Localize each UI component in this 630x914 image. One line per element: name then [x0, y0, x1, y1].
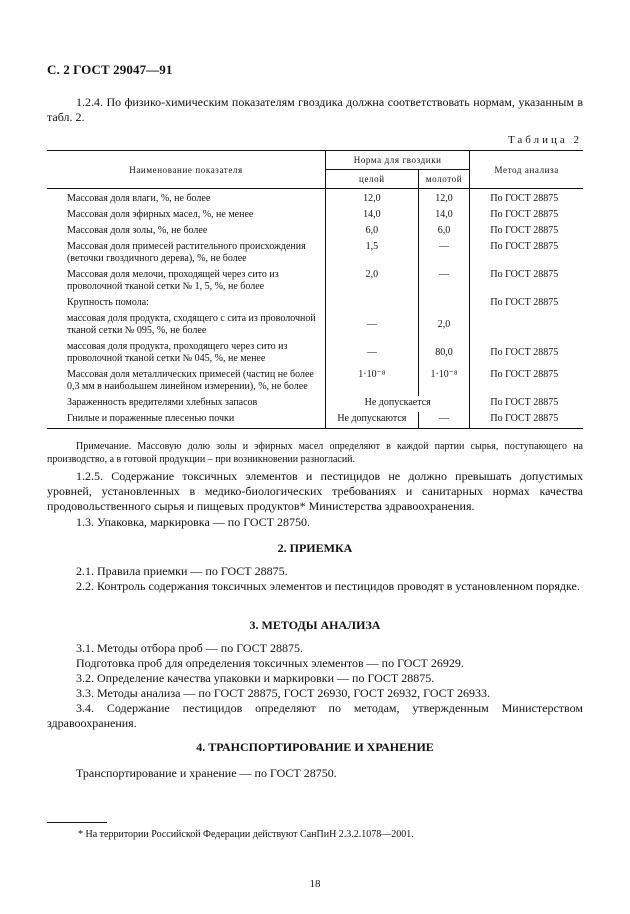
row-whole: 2,0 — [326, 268, 419, 296]
col-header-ground: молотой — [418, 170, 470, 189]
row-whole: Не допускаются — [326, 412, 419, 429]
footnote: * На территории Российской Федерации действуют СанПиН 2.3.2.1078—2001. — [78, 829, 414, 840]
row-ground: 2,0 — [418, 312, 470, 340]
table-row — [47, 208, 583, 224]
row-ground: 12,0 — [418, 189, 470, 209]
table-row — [47, 268, 583, 296]
paragraph-3-3: 3.3. Методы анализа — по ГОСТ 28875, ГОСТ 26930, ГОСТ 26932, ГОСТ 26933. — [76, 686, 490, 700]
row-name: Гнилые и пораженные плесенью почки — [47, 412, 326, 429]
paragraph-3-1b: Подготовка проб для определения токсичных элементов — по ГОСТ 26929. — [76, 656, 464, 670]
table-row — [47, 340, 583, 368]
row-whole: 1,5 — [326, 240, 419, 268]
row-name: Зараженность вредителями хлебных запасов — [47, 396, 326, 412]
row-name: Массовая доля примесей растительного происхождения (веточки гвоздичного дерева), %, не более — [47, 240, 326, 268]
paragraph-4: Транспортирование и хранение — по ГОСТ 28750. — [76, 766, 337, 780]
row-name: Крупность помола: — [47, 296, 326, 312]
footnote-divider — [47, 822, 107, 823]
section-2-title: 2. ПРИЕМКА — [277, 541, 353, 555]
row-method — [470, 312, 583, 340]
paragraph-1-2-5: 1.2.5. Содержание токсичных элементов и пестицидов не должно превышать допустимых уровней, установленных в медико-биологических требованиях и санитарных нормах качества продовольственного сырья и пищевых продуктов* Министерства здравоохранения. — [47, 469, 583, 513]
row-method: По ГОСТ 28875 — [490, 209, 559, 220]
row-ground: 14,0 — [418, 208, 470, 224]
row-ground: — — [418, 240, 470, 268]
row-value: Не допускается — [326, 396, 470, 412]
row-whole: 1·10⁻⁸ — [326, 368, 419, 396]
row-name: массовая доля продукта, сходящего с сита из проволочной тканой сетки № 095, %, не более — [47, 312, 326, 340]
page-header: С. 2 ГОСТ 29047—91 — [47, 62, 173, 77]
col-header-whole: целой — [326, 170, 419, 189]
row-whole: — — [326, 340, 419, 368]
table-note: Примечание. Массовую долю золы и эфирных масел определяют в каждой партии сырья, поступающего на производство, а в готовой продукции – при возникновении разногласий. — [47, 441, 583, 465]
row-method: По ГОСТ 28875 — [490, 241, 559, 252]
table-row — [47, 412, 583, 429]
row-ground: 6,0 — [418, 224, 470, 240]
row-method: По ГОСТ 28875 — [490, 269, 559, 280]
col-header-method: Метод анализа — [470, 151, 583, 189]
row-method: По ГОСТ 28875 — [490, 347, 559, 358]
row-whole — [326, 296, 419, 312]
row-method: По ГОСТ 28875 — [490, 369, 559, 380]
table-row — [47, 224, 583, 240]
paragraph-1-2-4: 1.2.4. По физико-химическим показателям гвоздика должна соответствовать нормам, указанным в табл. 2. — [47, 95, 583, 124]
page-number: 18 — [309, 878, 321, 890]
table-row — [47, 368, 583, 396]
paragraph-3-4: 3.4. Содержание пестицидов определяют по методам, утвержденным Министерством здравоохранения. — [47, 701, 583, 730]
table-label: Таблица 2 — [507, 134, 582, 146]
row-name: Массовая доля металлических примесей (частиц не более 0,3 мм в наибольшем линейном измерении), %, не более — [47, 368, 326, 396]
row-method: По ГОСТ 28875 — [490, 225, 559, 236]
row-whole: 14,0 — [326, 208, 419, 224]
row-method: По ГОСТ 28875 — [490, 297, 559, 308]
table-row — [47, 396, 583, 412]
row-method: По ГОСТ 28875 — [490, 413, 559, 424]
col-header-norm: Норма для гвоздики — [326, 151, 470, 170]
row-name: Массовая доля мелочи, проходящей через сито из проволочной тканой сетки № 1, 5, %, не более — [47, 268, 326, 296]
paragraph-1-3: 1.3. Упаковка, маркировка — по ГОСТ 28750. — [76, 515, 310, 529]
row-name: Массовая доля эфирных масел, %, не менее — [47, 208, 326, 224]
section-4-title: 4. ТРАНСПОРТИРОВАНИЕ И ХРАНЕНИЕ — [196, 740, 434, 754]
table-row — [47, 189, 583, 209]
paragraph-2-2: 2.2. Контроль содержания токсичных элементов и пестицидов проводят в установленном порядке. — [76, 579, 580, 593]
row-method: По ГОСТ 28875 — [490, 193, 559, 204]
row-ground: 80,0 — [418, 340, 470, 368]
paragraph-3-1: 3.1. Методы отбора проб — по ГОСТ 28875. — [76, 641, 303, 655]
row-ground: — — [418, 268, 470, 296]
col-header-name: Наименование показателя — [47, 151, 326, 189]
row-method: По ГОСТ 28875 — [490, 397, 559, 408]
row-ground: 1·10⁻⁸ — [418, 368, 470, 396]
paragraph-3-2: 3.2. Определение качества упаковки и маркировки — по ГОСТ 28875. — [76, 671, 435, 685]
table-row — [47, 312, 583, 340]
section-3-title: 3. МЕТОДЫ АНАЛИЗА — [249, 618, 381, 632]
table-row — [47, 296, 583, 312]
row-whole: 12,0 — [326, 189, 419, 209]
table-row — [47, 240, 583, 268]
row-name: Массовая доля золы, %, не более — [47, 224, 326, 240]
row-ground — [418, 296, 470, 312]
paragraph-2-1: 2.1. Правила приемки — по ГОСТ 28875. — [76, 564, 288, 578]
row-name: Массовая доля влаги, %, не более — [47, 189, 326, 209]
row-name: массовая доля продукта, проходящего через сито из проволочной тканой сетки № 045, %, не менее — [47, 340, 326, 368]
norms-table — [47, 150, 583, 429]
row-whole: — — [326, 312, 419, 340]
row-ground: — — [418, 412, 470, 429]
row-whole: 6,0 — [326, 224, 419, 240]
